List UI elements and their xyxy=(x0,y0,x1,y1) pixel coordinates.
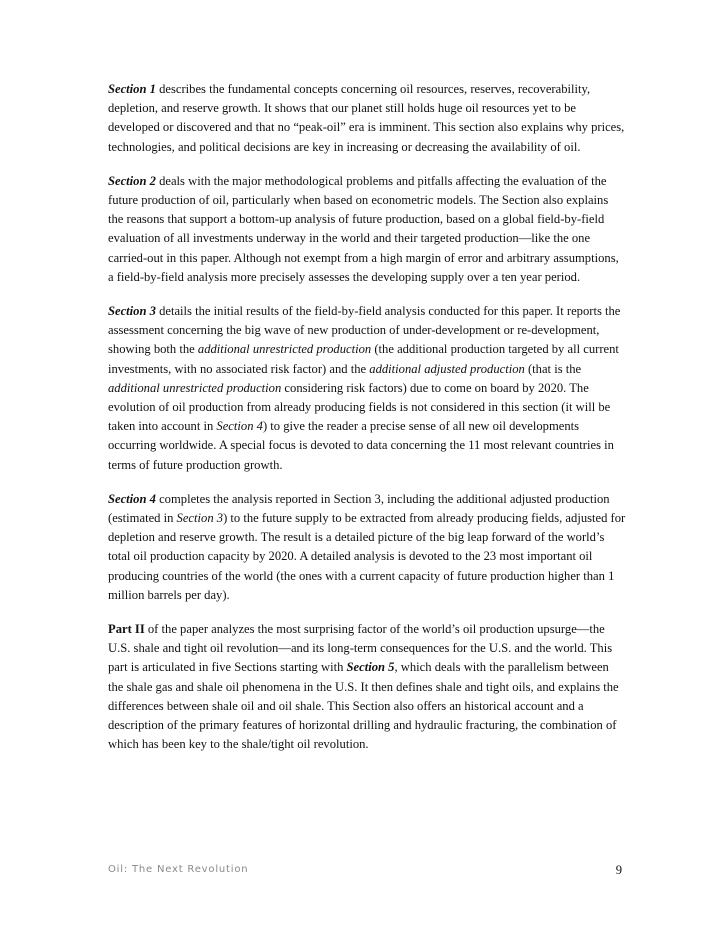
body-text xyxy=(108,80,626,770)
paragraph-part-2 xyxy=(108,620,626,754)
section-4-heading: Section 4 xyxy=(108,491,156,506)
paragraph-section-1 xyxy=(108,80,626,157)
section-3-heading: Section 3 xyxy=(108,304,156,319)
paragraph-text: ) to give the reader a precise sense of all new oil developments occurring worldwide. A special focus is devoted to data concerning the 11 most relevant countries in terms of future production growth. xyxy=(108,419,614,472)
italic-reference: Section 4 xyxy=(216,419,263,434)
section-1-heading: Section 1 xyxy=(108,82,156,96)
paragraph-text: (that is the xyxy=(524,361,582,376)
paragraph-text: of the paper analyzes the most surprising factor of the world’s oil production upsurge—the U.S. shale and tight oil revolution—and its long-term consequences for the U.S. and the world. This part is articulated in five Sections starting with xyxy=(108,622,613,675)
footer-document-title: Oil: The Next Revolution xyxy=(108,864,249,875)
italic-reference: Section 3 xyxy=(176,511,224,526)
italic-term: additional adjusted production xyxy=(369,361,525,376)
paragraph-section-4 xyxy=(108,490,626,605)
paragraph-text: considering risk factors) due to come on board by 2020. The evolution of oil production from already producing fields is not considered in this section (it will be taken into account in xyxy=(108,380,611,434)
paragraph-section-3 xyxy=(108,302,626,475)
part-2-heading: Part II xyxy=(108,622,145,637)
italic-term: additional unrestricted production xyxy=(108,380,282,395)
paragraph-text: (the additional production targeted by all current investments, with no associated risk factor) and the xyxy=(108,342,619,376)
paragraph-text: describes the fundamental concepts concerning oil resources, reserves, recoverability, depletion, and reserve growth. It shows that our planet still holds huge oil resources yet to be developed or discovered and that no “peak-oil” era is imminent. This section also explains why prices, technologies, and political decisions are key in increasing or decreasing the availability of oil. xyxy=(108,82,625,154)
paragraph-text: details the initial results of the field-by-field analysis conducted for this paper. It reports the assessment concerning the big wave of new production of under-development or re-development, showing both the xyxy=(108,304,621,357)
paragraph-section-2 xyxy=(108,172,626,287)
paragraph-text: ) to the future supply to be extracted from already producing fields, adjusted for depletion and reserve growth. The result is a detailed picture of the big leap forward of the world’s total oil production capacity by 2020. A detailed analysis is devoted to the 23 most important oil producing countries of the world (the ones with a current capacity of future production higher than 1 million barrels per day). xyxy=(108,511,626,602)
page-number: 9 xyxy=(615,863,622,877)
section-2-heading: Section 2 xyxy=(108,173,156,188)
section-5-reference: Section 5 xyxy=(346,660,395,675)
italic-term: additional unrestricted production xyxy=(197,342,372,357)
paragraph-text: completes the analysis reported in Section 3, including the additional adjusted production (estimated in xyxy=(108,491,610,526)
paragraph-text: , which deals with the parallelism between the shale gas and shale oil phenomena in the U.S. It then defines shale and tight oils, and explains the differences between shale oil and oil shale. This Section also offers an historical account and a description of the primary features of horizontal drilling and hydraulic fracturing, the combination of which has been key to the shale/tight oil revolution. xyxy=(108,660,619,752)
paragraph-text: deals with the major methodological problems and pitfalls affecting the evaluation of the future production of oil, particularly when based on econometric models. The Section also explains the reasons that support a bottom-up analysis of future production, based on a global field-by-field evaluation of all investments underway in the world and their targeted production—like the one carried-out in this paper. Although not exempt from a high margin of error and arbitrary assumptions, a field-by-field analysis more precisely assesses the developing supply over a ten year period. xyxy=(108,173,619,284)
page-footer xyxy=(108,864,626,880)
